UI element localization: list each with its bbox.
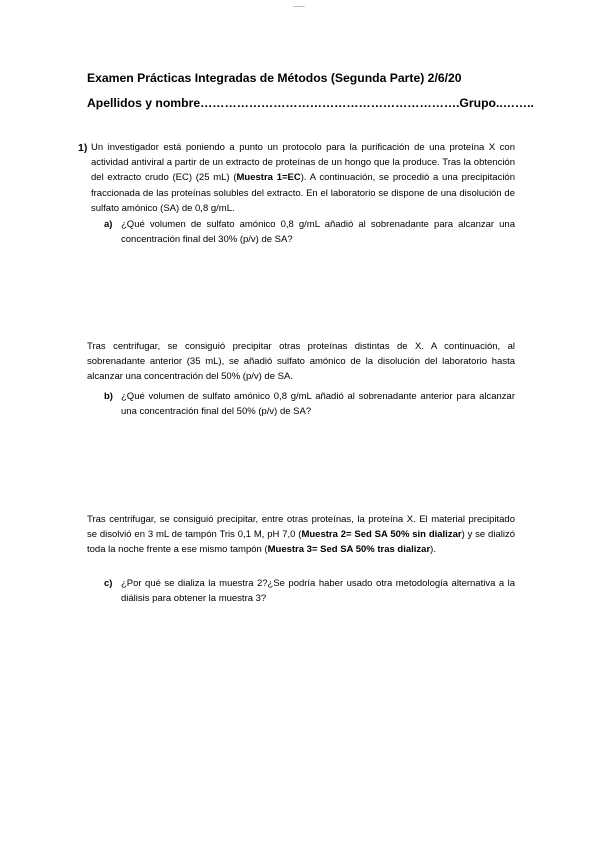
question-intro xyxy=(91,140,515,216)
name-group-line: Apellidos y nombre……………………………………………………….Grupo..…….. xyxy=(87,96,534,110)
paragraph-2: Tras centrifugar, se consiguió precipitar otras proteínas distintas de X. A continuación, al sobrenadante anterior (35 mL), se añadió sulfato amónico de la disolución del laboratorio hasta alcanzar una concentración del 50% (p/v) de SA. xyxy=(87,341,515,383)
exam-title: Examen Prácticas Integradas de Métodos (Segunda Parte) 2/6/20 xyxy=(87,71,462,85)
paragraph-3 xyxy=(87,512,515,558)
para3-text-3: ). xyxy=(430,544,436,556)
sub-question-b-letter: b) xyxy=(104,391,113,402)
intro-text-1: Un investigador está poniendo a punto un protocolo para la purificación de una proteína X con actividad antiviral a partir de un extracto de proteínas de un hongo que la produce. Tras la obtención del extracto crudo (EC) (25 mL) ( xyxy=(91,142,515,184)
sub-question-a-letter: a) xyxy=(104,219,113,230)
sample-1-label: Muestra 1=EC xyxy=(236,172,301,184)
sub-question-c-letter: c) xyxy=(104,578,113,589)
para3-text-2: ) y se dializó toda la noche frente a ese mismo tampón ( xyxy=(87,529,515,556)
sample-3-label: Muestra 3= Sed SA 50% tras dializar xyxy=(267,544,431,556)
para3-text-1: Tras centrifugar, se consiguió precipitar, entre otras proteínas, la proteína X. El material precipitado se disolvió en 3 mL de tampón Tris 0,1 M, pH 7,0 ( xyxy=(87,514,515,541)
sub-question-a-text: ¿Qué volumen de sulfato amónico 0,8 g/mL añadió al sobrenadante para alcanzar una concentración final del 30% (p/v) de SA? xyxy=(121,219,515,246)
question-number: 1) xyxy=(78,142,88,154)
sample-2-label: Muestra 2= Sed SA 50% sin dializar xyxy=(301,529,462,541)
sub-question-b-text: ¿Qué volumen de sulfato amónico 0,8 g/mL añadió al sobrenadante anterior para alcanzar una concentración final del 50% (p/v) de SA? xyxy=(121,391,515,418)
intro-text-2: ). A continuación, se procedió a una precipitación fraccionada de las proteínas solubles del extracto. En el laboratorio se dispone de una disolución de sulfato amónico (SA) de 0,8 g/mL. xyxy=(91,172,515,214)
sub-question-c-text: ¿Por qué se dializa la muestra 2?¿Se podría haber usado otra metodología alternativa a la diálisis para obtener la muestra 3? xyxy=(121,578,515,605)
page-top-mark: ___ xyxy=(293,0,305,7)
